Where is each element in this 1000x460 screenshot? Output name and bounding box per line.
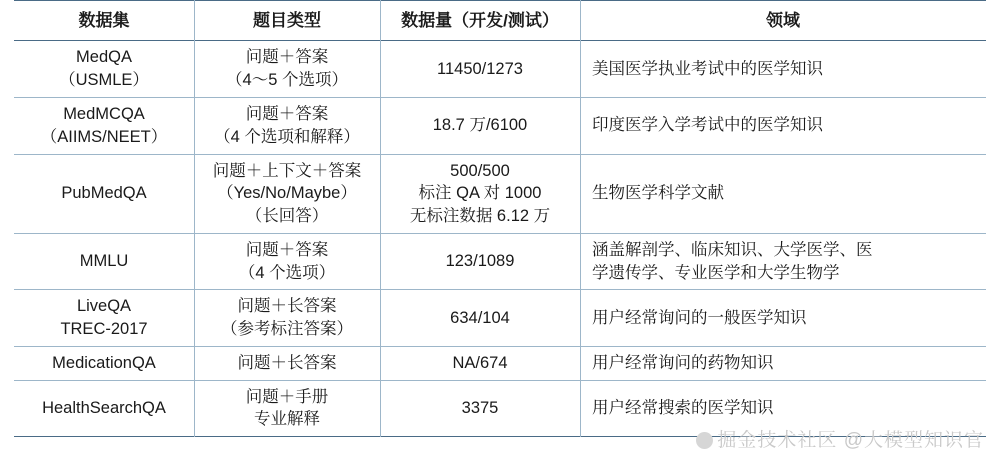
- cell-question-type: [194, 97, 380, 154]
- cell-data-size: [380, 41, 580, 98]
- cell-question-type: [194, 233, 380, 290]
- cell-question-type: [194, 41, 380, 98]
- cell-line: MMLU: [79, 252, 129, 271]
- cell-line: 问题＋上下文＋答案: [212, 161, 362, 180]
- table-header-row: [14, 1, 986, 41]
- dataset-table: [14, 0, 986, 437]
- cell-line: 500/500: [450, 161, 510, 180]
- cell-dataset: [14, 290, 194, 347]
- cell-line: HealthSearchQA: [42, 399, 166, 418]
- cell-question-type: [194, 290, 380, 347]
- watermark-logo-icon: [696, 432, 713, 449]
- table-row: [14, 41, 986, 98]
- table-row: [14, 346, 986, 380]
- cell-data-size: [380, 233, 580, 290]
- cell-line: 123/1089: [445, 252, 515, 271]
- cell-line: 印度医学入学考试中的医学知识: [592, 116, 823, 135]
- cell-line: 3375: [461, 399, 499, 418]
- cell-domain: [580, 154, 986, 233]
- cell-line: 标注 QA 对 1000: [418, 184, 542, 203]
- cell-data-size: [380, 380, 580, 437]
- cell-line: 美国医学执业考试中的医学知识: [592, 59, 823, 78]
- column-separator: [580, 0, 581, 437]
- cell-data-size: [380, 97, 580, 154]
- cell-line: 问题＋答案: [245, 240, 329, 259]
- cell-dataset: [14, 380, 194, 437]
- cell-line: LiveQA: [76, 297, 132, 316]
- table-row: [14, 290, 986, 347]
- cell-line: 问题＋长答案: [237, 353, 337, 372]
- cell-line: 11450/1273: [437, 59, 523, 78]
- cell-dataset: [14, 346, 194, 380]
- cell-line: NA/674: [452, 353, 508, 372]
- cell-dataset: [14, 233, 194, 290]
- cell-line: TREC-2017: [60, 320, 148, 339]
- cell-line: 学遗传学、专业医学和大学生物学: [592, 263, 840, 282]
- cell-line: PubMedQA: [61, 184, 147, 203]
- cell-line: （Yes/No/Maybe）: [217, 184, 357, 203]
- cell-dataset: [14, 41, 194, 98]
- cell-dataset: [14, 97, 194, 154]
- cell-domain: [580, 290, 986, 347]
- cell-question-type: [194, 346, 380, 380]
- cell-line: （USMLE）: [59, 71, 149, 90]
- cell-line: MedicationQA: [52, 353, 156, 372]
- cell-line: 问题＋答案: [245, 104, 329, 123]
- cell-line: （4 个选项）: [238, 263, 336, 282]
- cell-line: （长回答）: [245, 207, 329, 226]
- cell-line: 用户经常询问的一般医学知识: [592, 308, 807, 327]
- cell-line: 用户经常询问的药物知识: [592, 353, 774, 372]
- cell-domain: [580, 233, 986, 290]
- cell-line: MedMCQA: [63, 104, 145, 123]
- table-row: [14, 233, 986, 290]
- cell-line: MedQA: [76, 48, 132, 67]
- cell-line: 生物医学科学文献: [592, 184, 724, 203]
- cell-line: （AIIMS/NEET）: [40, 127, 168, 146]
- table-row: [14, 97, 986, 154]
- cell-line: 634/104: [450, 308, 510, 327]
- table-header: [14, 1, 986, 41]
- cell-line: 问题＋答案: [245, 48, 329, 67]
- cell-line: （4～5 个选项）: [226, 71, 348, 90]
- dataset-table-container: [14, 0, 986, 437]
- cell-line: 无标注数据 6.12 万: [409, 207, 551, 226]
- cell-data-size: [380, 154, 580, 233]
- column-header-data-size: 数据量（开发/测试）: [380, 1, 580, 41]
- column-header-domain: 领域: [580, 1, 986, 41]
- table-row: [14, 154, 986, 233]
- column-separator: [194, 0, 195, 437]
- cell-line: 用户经常搜索的医学知识: [592, 399, 774, 418]
- cell-dataset: [14, 154, 194, 233]
- cell-domain: [580, 41, 986, 98]
- cell-domain: [580, 346, 986, 380]
- cell-data-size: [380, 290, 580, 347]
- cell-line: 涵盖解剖学、临床知识、大学医学、医: [592, 240, 873, 259]
- cell-line: （参考标注答案）: [221, 320, 353, 339]
- cell-question-type: [194, 154, 380, 233]
- cell-domain: [580, 97, 986, 154]
- cell-line: 专业解释: [254, 410, 320, 429]
- watermark-text: 掘金技术社区 @大模型知识官: [717, 430, 984, 451]
- cell-line: （4 个选项和解释）: [214, 127, 360, 146]
- cell-line: 问题＋长答案: [237, 297, 337, 316]
- watermark: [696, 425, 984, 452]
- cell-question-type: [194, 380, 380, 437]
- table-body: [14, 41, 986, 437]
- column-header-dataset: 数据集: [14, 1, 194, 41]
- cell-line: 18.7 万/6100: [432, 116, 528, 135]
- column-header-question-type: 题目类型: [194, 1, 380, 41]
- column-separator: [380, 0, 381, 437]
- cell-data-size: [380, 346, 580, 380]
- cell-line: 问题＋手册: [245, 387, 329, 406]
